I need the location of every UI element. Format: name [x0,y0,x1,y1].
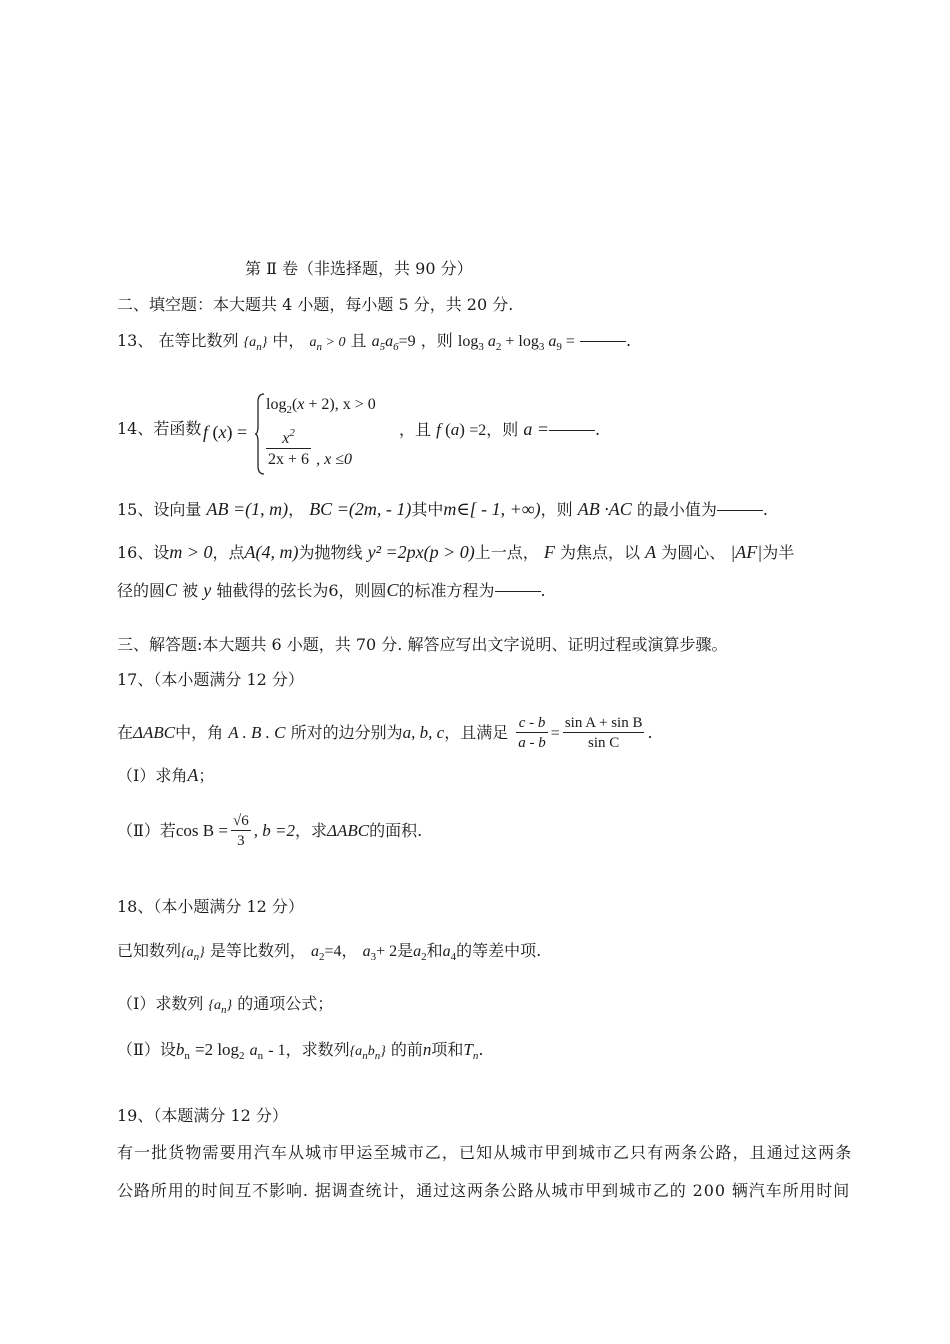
q18-part-1: （Ⅰ）求数列 $\{a_n\}$ 的通项公式； [117,994,334,1016]
q14-case-2: $\frac{x^2}{2x + 6}$ , x ≤0 [266,424,352,471]
q13-log-expr: $\log_3 a_2 + \log_3 a_9$ = [457,333,575,353]
q13-product: $a_5a_6$ [371,333,399,353]
q14-fx: f (x) = [203,422,248,442]
q13-product-value: =9 [398,333,416,350]
question-16-line-1: 16、设m > 0，点A(4, m)为抛物线 y² =2px(p > 0)上一点， F 为焦点，以 A 为圆心、 |AF|为半 [117,542,795,562]
q13-text-b: 中， [272,331,305,350]
q15-answer-blank[interactable] [717,509,763,511]
q18-stem: 已知数列$\{a_n\}$ 是等比数列， $a_2=4$， $a_3+ 2$是$a_2$和$a_4$的等差中项. [117,941,542,963]
q14-left-brace-icon [254,392,266,476]
q19-header: 19、（本题满分 12 分） [117,1106,288,1125]
q19-line-2: 公路所用的时间互不影响. 据调查统计，通过这两条公路从城市甲到城市乙的 200 辆汽车所用时间 [117,1181,851,1200]
question-16-line-2: 径的圆C 被 y 轴截得的弦长为6，则圆C的标准方程为 . [117,580,546,600]
q14-answer-blank[interactable] [549,429,595,431]
section-title: 第 Ⅱ 卷（非选择题，共 90 分） [245,259,473,278]
q13-cond-positive: $a_n > 0$ [309,335,346,353]
q14-case-1: $\log_2(x + 2)$, x > 0 [266,396,376,416]
fill-in-header: 二、填空题：本大题共 4 小题，每小题 5 分，共 20 分. [117,295,514,314]
q18-part-2: （Ⅱ）设$b_n =2$ $\log_2 a_n - 1$，求数列$\{a_nb_n\}$ 的前n项和$T_n$. [117,1040,484,1062]
answer-section-header: 三、解答题:本大题共 6 小题，共 70 分. 解答应写出文字说明、证明过程或演算步骤。 [117,635,728,654]
question-13: 13、 在等比数列 $\{a_n\}$ 中， $a_n > 0$ 且 $a_5a_6=9$ ，则 $\log_3 a_2 + \log_3 a_9$ = . [117,331,632,353]
q17-part-2: （Ⅱ）若cos B = $\frac{√6}{3}$ , b =2，求ΔABC的面积. [117,813,423,849]
q13-answer-blank[interactable] [580,340,626,342]
question-14-label: 14、若函数 [117,419,202,438]
q13-text-c: 且 [350,331,367,350]
q13-text-d: ，则 [420,331,453,350]
q13-seq-an: $\{a_n\}$ [243,335,268,353]
q19-line-1: 有一批货物需要用汽车从城市甲运至城市乙，已知从城市甲到城市乙只有两条公路，且通过这两条 [117,1143,853,1162]
q13-text-a: 在等比数列 [158,331,239,350]
q13-number: 13、 [117,331,154,350]
q17-stem: 在ΔABC中，角 A . B . C 所对的边分别为a, b, c，且满足 $\frac{c - b}{a - b}$ = $\frac{\text{sin A + sin B}}{\text{sin C}}$ . [117,715,653,751]
q18-header: 18、（本小题满分 12 分） [117,897,304,916]
q17-header: 17、（本小题满分 12 分） [117,670,304,689]
q17-part-1: （Ⅰ）求角A； [117,765,215,785]
question-15: 15、设向量 AB =(1, m)， BC =(2m, - 1)其中m∈[ - 1, +∞)，则 AB ·AC 的最小值为 . [117,499,768,519]
q16-answer-blank[interactable] [495,590,541,592]
q14-rest: ，且 f (a) =2，则 a = . [399,419,601,439]
